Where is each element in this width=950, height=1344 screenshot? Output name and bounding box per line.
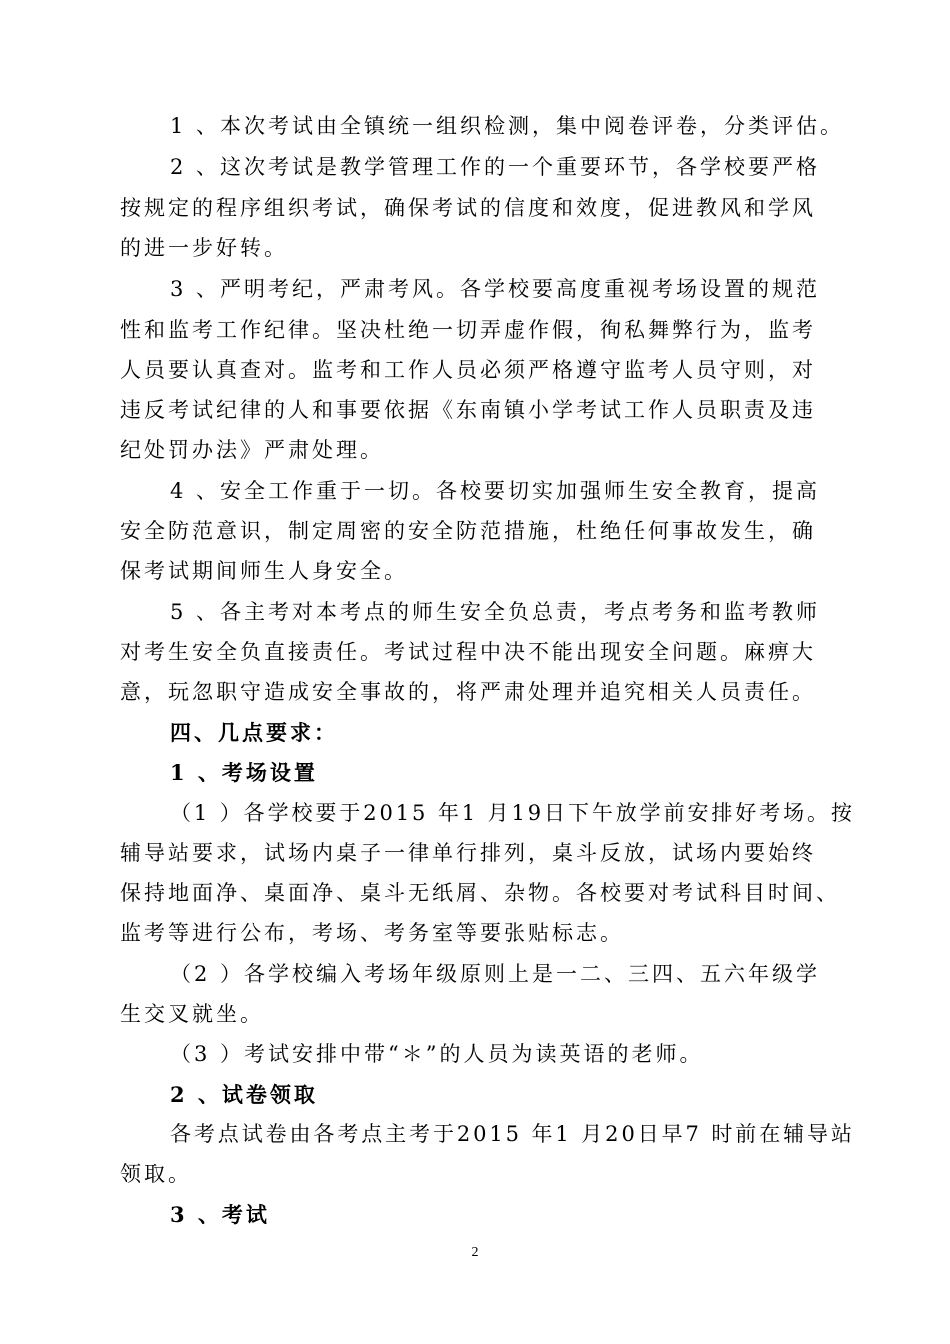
text-line: 意，玩忽职守造成安全事故的，将严肃处理并追究相关人员责任。 — [120, 680, 816, 704]
text-line: 按规定的程序组织考试，确保考试的信度和效度，促进教风和学风 — [120, 196, 816, 220]
text-line: 违反考试纪律的人和事要依据《东南镇小学考试工作人员职责及违 — [120, 398, 816, 422]
text-line: 的进一步好转。 — [120, 236, 288, 260]
text-line: 2 、这次考试是教学管理工作的一个重要环节，各学校要严格 — [170, 155, 821, 179]
text-line: 辅导站要求，试场内桌子一律单行排列，桌斗反放，试场内要始终 — [120, 841, 816, 865]
section-heading: 1 、考场设置 — [170, 760, 318, 785]
text-line: 性和监考工作纪律。坚决杜绝一切弄虚作假，徇私舞弊行为，监考 — [120, 318, 816, 342]
section-heading: 3 、考试 — [170, 1202, 270, 1227]
section-heading: 四、几点要求： — [170, 720, 338, 745]
text-line: 安全防范意识，制定周密的安全防范措施，杜绝任何事故发生，确 — [120, 519, 816, 543]
text-line: （3 ）考试安排中带“＊”的人员为读英语的老师。 — [170, 1042, 704, 1066]
text-line: 领取。 — [120, 1162, 192, 1186]
section-heading: 2 、试卷领取 — [170, 1082, 318, 1107]
text-line: （1 ）各学校要于2015 年1 月19日下午放学前安排好考场。按 — [170, 801, 855, 825]
text-line: 对考生安全负直接责任。考试过程中决不能出现安全问题。麻痹大 — [120, 640, 816, 664]
text-line: 1 、本次考试由全镇统一组织检测，集中阅卷评卷，分类评估。 — [170, 114, 845, 138]
text-line: 纪处罚办法》严肃处理。 — [120, 438, 384, 462]
text-line: 5 、各主考对本考点的师生安全负总责，考点考务和监考教师 — [170, 600, 821, 624]
text-line: 生交叉就坐。 — [120, 1002, 264, 1026]
text-line: 监考等进行公布，考场、考务室等要张贴标志。 — [120, 921, 624, 945]
text-line: 保持地面净、桌面净、桌斗无纸屑、杂物。各校要对考试科目时间、 — [120, 881, 840, 905]
text-line: （2 ）各学校编入考场年级原则上是一二、三四、五六年级学 — [170, 962, 821, 986]
page-number: 2 — [471, 1245, 479, 1260]
text-line: 4 、安全工作重于一切。各校要切实加强师生安全教育，提高 — [170, 479, 821, 503]
text-line: 各考点试卷由各考点主考于2015 年1 月20日早7 时前在辅导站 — [170, 1122, 855, 1146]
text-line: 保考试期间师生人身安全。 — [120, 559, 408, 583]
text-line: 人员要认真查对。监考和工作人员必须严格遵守监考人员守则，对 — [120, 358, 816, 382]
text-line: 3 、严明考纪，严肃考风。各学校要高度重视考场设置的规范 — [170, 277, 821, 301]
